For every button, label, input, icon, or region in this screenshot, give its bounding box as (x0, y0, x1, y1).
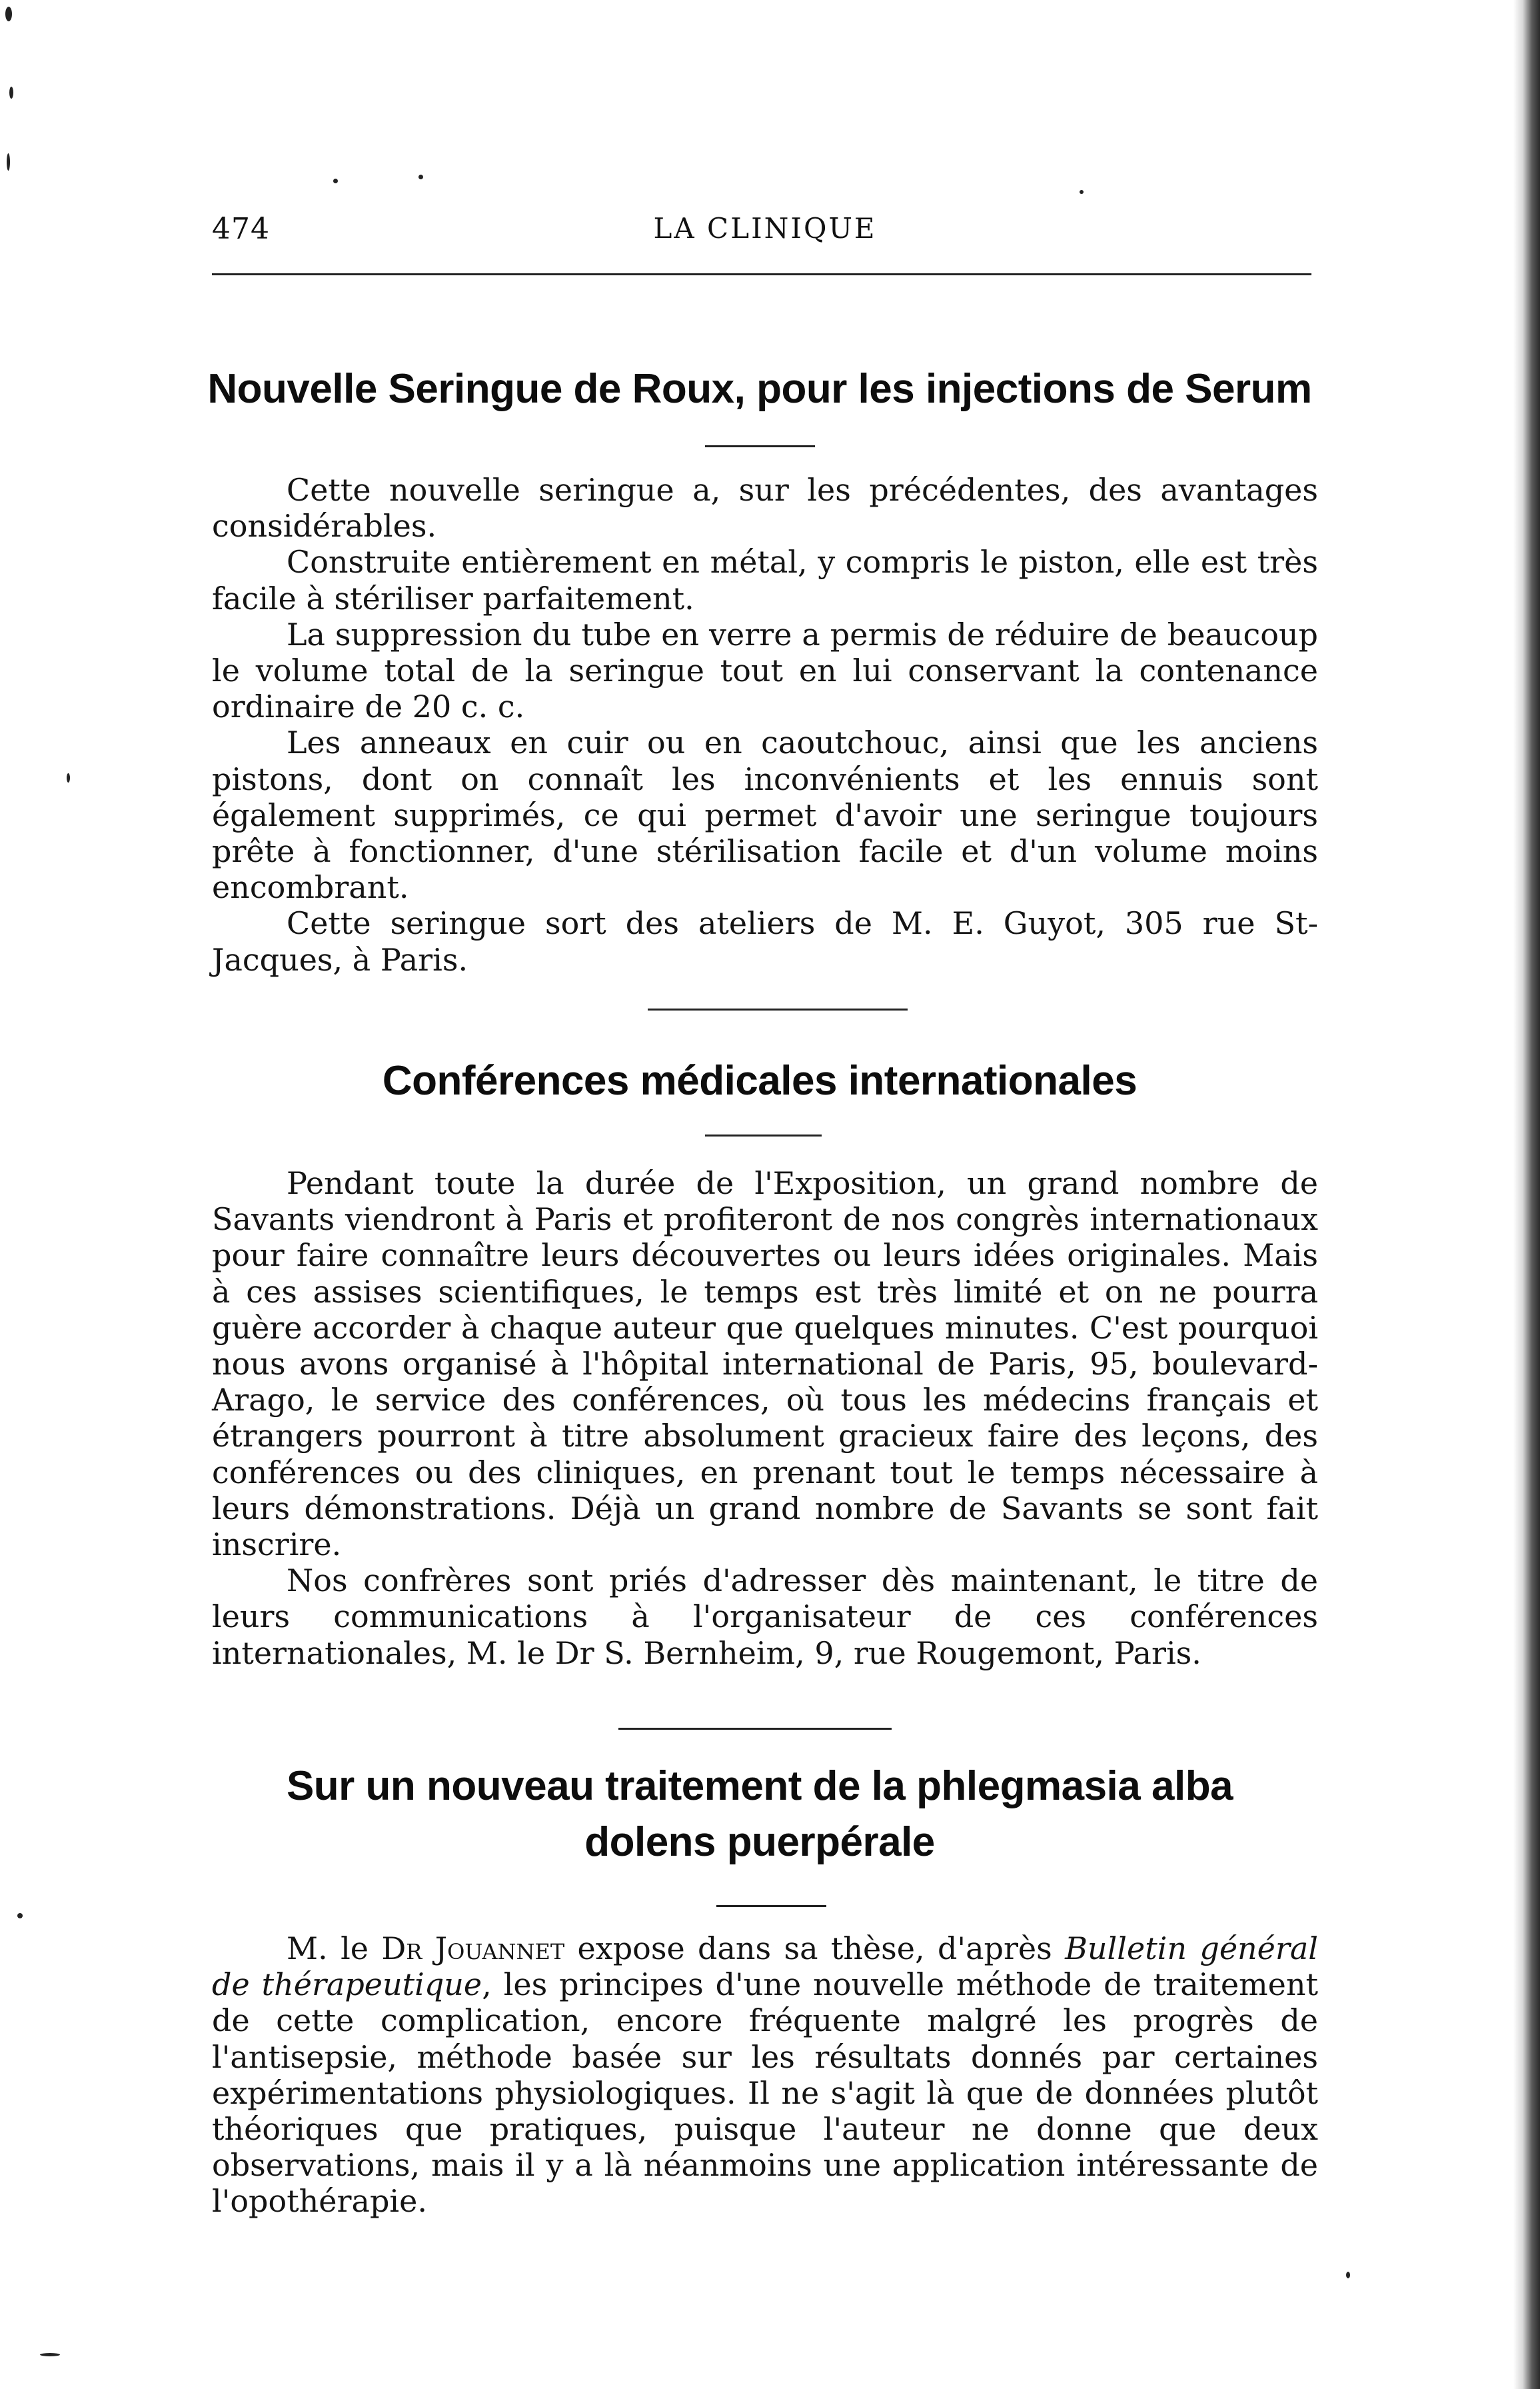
title-rule (716, 1905, 826, 1907)
running-header (212, 212, 1318, 252)
article-title-phlegmasia (200, 1758, 1319, 1870)
author-name: Dr Jouannet (381, 1930, 565, 1966)
lead-prefix: M. le (287, 1930, 369, 1966)
article-body-phlegmasia (212, 1930, 1318, 2220)
paragraph: Pendant toute la durée de l'Exposition, un grand nombre de Savants viendront à Paris et profiteront de nos congrès internationaux pour faire connaître leurs découvertes ou leurs idées originales. Mais à ces assises scientifiques, le temps est très limité et on ne pourra guère accorder à chaque auteur que quelques minutes. C'est pourquoi nous avons organisé à l'hôpital international de Paris, 95, boulevard-Arago, le service des conférences, où tous les médecins français et étrangers pourront à titre absolument gracieux faire des leçons, des conférences ou des cliniques, en prenant tout le temps nécessaire à leurs démonstrations. Déjà un grand nombre de Savants se sont fait inscrire. (212, 1165, 1318, 1563)
scan-speck (333, 179, 338, 183)
scan-speck (7, 153, 10, 171)
scan-speck (67, 773, 70, 783)
paragraph: Les anneaux en cuir ou en caoutchouc, ainsi que les anciens pistons, dont on connaît les inconvénients et les ennuis sont également supprimés, ce qui permet d'avoir une seringue toujours prête à fonctionner, d'une stérilisation facile et d'un volume moins encombrant. (212, 725, 1318, 906)
paragraph: La suppression du tube en verre a permis de réduire de beaucoup le volume total de la seringue tout en lui conservant la contenance ordinaire de 20 c. c. (212, 616, 1318, 725)
paragraph: Cette seringue sort des ateliers de M. E. Guyot, 305 rue St-Jacques, à Paris. (212, 905, 1318, 978)
paragraph: Cette nouvelle seringue a, sur les précédentes, des avantages considérables. (212, 472, 1318, 545)
article-title-conferences: Conférences médicales internationales (382, 1058, 1138, 1104)
scan-speck (5, 7, 12, 21)
journal-title: LA CLINIQUE (653, 212, 877, 245)
scan-speck (418, 175, 423, 179)
section-separator (648, 1009, 908, 1011)
scan-edge-shadow (1513, 0, 1540, 2389)
source-title: Bulletin général de thérapeutique (212, 1930, 1319, 2003)
article-title-line: dolens puerpérale (584, 1819, 935, 1865)
lead-text: expose dans sa thèse, d'après (577, 1930, 1052, 1966)
title-rule (705, 1135, 822, 1137)
title-rule (705, 445, 815, 447)
lead-text: , les principes d'une nouvelle méthode de traitement de cette complication, encore fréquente malgré les progrès de l'antisepsie, méthode basée sur les résultats donnés par certaines expérimentations physiologiques. Il ne s'agit là que de données plutôt théoriques que pratiques, puisque l'auteur ne donne que deux observations, mais il y a là néanmoins une application intéressante de l'opothérapie. (212, 1966, 1318, 2220)
page-number: 474 (212, 212, 270, 246)
scan-speck (9, 87, 13, 99)
scan-speck (1346, 2272, 1350, 2278)
article-body-seringue (212, 472, 1318, 978)
paragraph: Nos confrères sont priés d'adresser dès maintenant, le titre de leurs communications à l'organisateur de ces conférences internationales, M. le Dr S. Bernheim, 9, rue Rougemont, Paris. (212, 1562, 1318, 1671)
article-title-line: Sur un nouveau traitement de la phlegmasia alba (286, 1763, 1233, 1809)
article-body-conferences (212, 1165, 1318, 1671)
paragraph (212, 1930, 1318, 2220)
scan-speck (17, 1913, 23, 1918)
scan-speck (1080, 190, 1084, 194)
article-title-seringue: Nouvelle Seringue de Roux, pour les injections de Serum (207, 366, 1312, 412)
paragraph: Construite entièrement en métal, y compris le piston, elle est très facile à stériliser parfaitement. (212, 544, 1318, 617)
section-separator (618, 1728, 892, 1730)
header-rule (212, 273, 1311, 275)
scan-speck (40, 2353, 60, 2356)
